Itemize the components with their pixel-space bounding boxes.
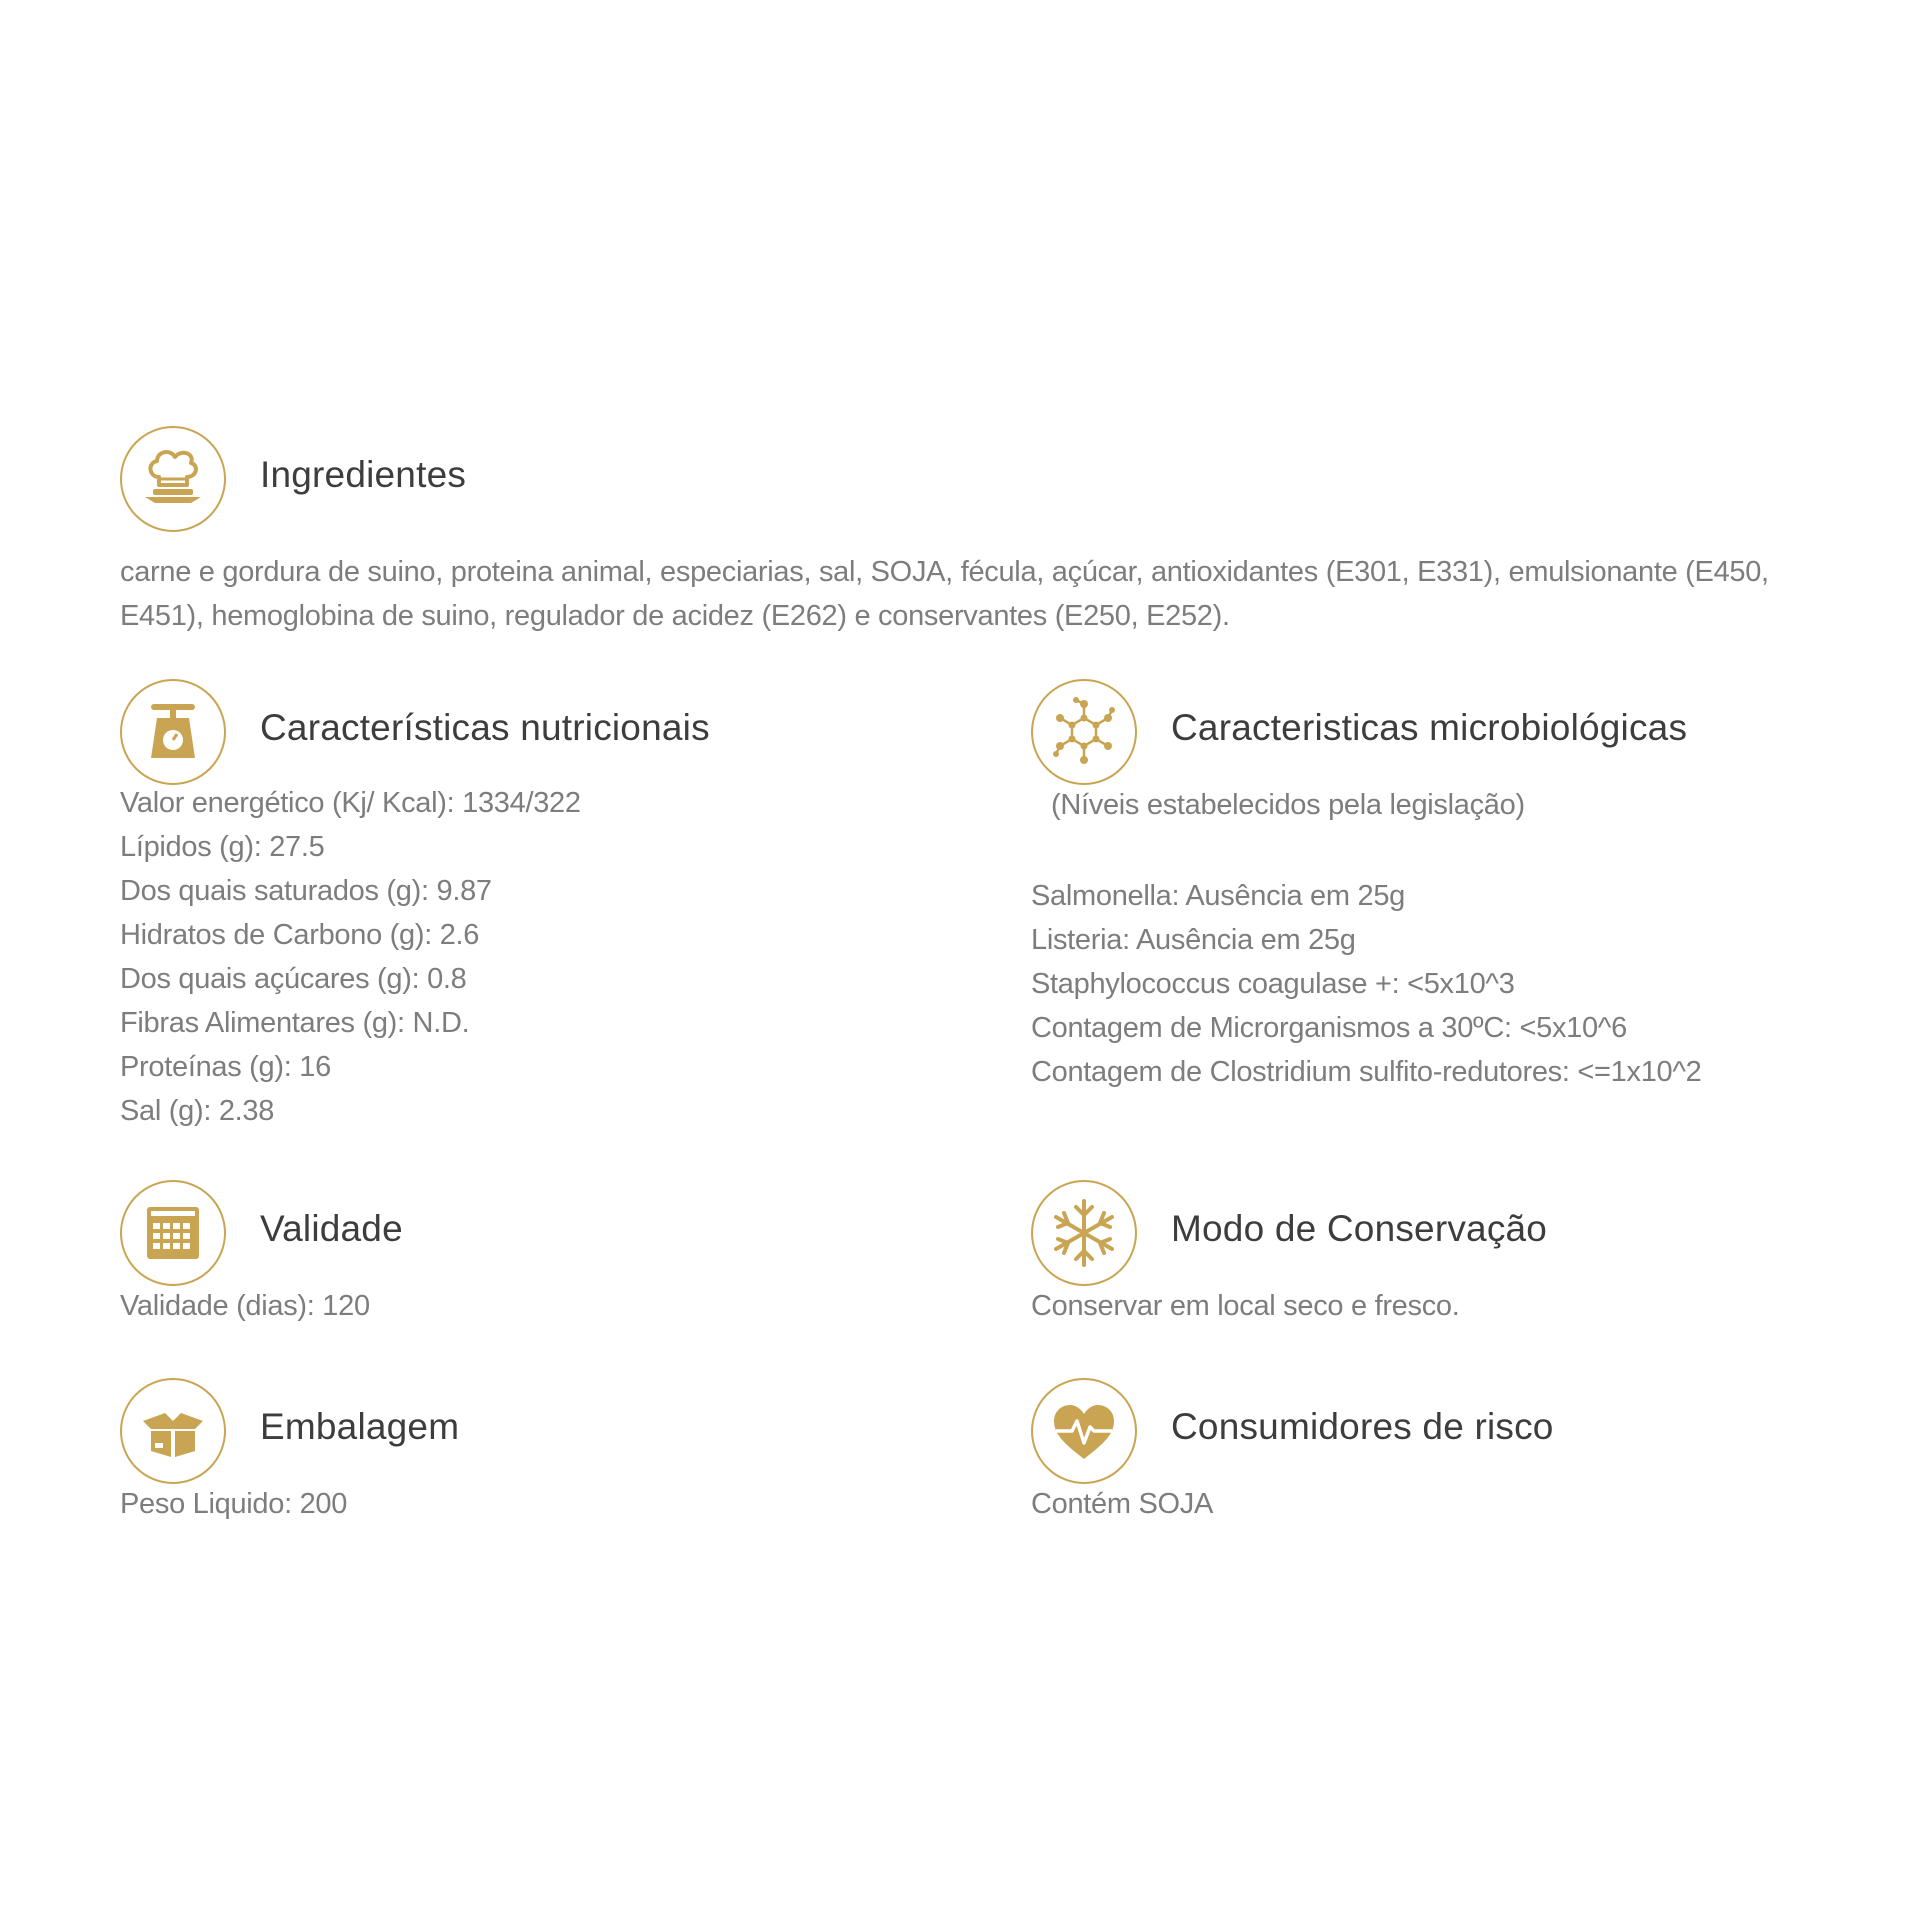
heartbeat-icon <box>1031 1378 1137 1484</box>
nutricionais-title: Características nutricionais <box>260 707 710 748</box>
nutricionais-section <box>120 679 710 1133</box>
nutricional-line: Dos quais saturados (g): 9.87 <box>120 875 492 907</box>
microbiologicas-section <box>1031 679 1702 1094</box>
nutricional-line: Proteínas (g): 16 <box>120 1051 331 1083</box>
microbiologica-line: Staphylococcus coagulase +: <5x10^3 <box>1031 968 1515 1000</box>
validade-section <box>120 1180 403 1328</box>
snowflake-icon <box>1031 1180 1137 1286</box>
calendar-icon <box>120 1180 226 1286</box>
microbiologicas-note: (Níveis estabelecidos pela legislação) <box>1051 789 1525 821</box>
ingredientes-title: Ingredientes <box>260 454 467 495</box>
microbiologicas-list <box>1031 783 1702 1094</box>
risco-text: Contém SOJA <box>1031 1488 1214 1520</box>
ingredientes-section <box>120 426 1860 638</box>
microbiologica-line: Salmonella: Ausência em 25g <box>1031 880 1405 912</box>
chef-hat-icon <box>120 426 226 532</box>
validade-title: Validade <box>260 1208 403 1249</box>
embalagem-text: Peso Liquido: 200 <box>120 1488 348 1520</box>
kitchen-scale-icon <box>120 679 226 785</box>
microbiologica-line: Contagem de Clostridium sulfito-redutores: <=1x10^2 <box>1031 1056 1702 1088</box>
conservacao-section <box>1031 1180 1548 1328</box>
embalagem-header <box>120 1378 460 1490</box>
microbiologica-line: Listeria: Ausência em 25g <box>1031 924 1356 956</box>
embalagem-section <box>120 1378 460 1526</box>
microbiologicas-title: Caracteristicas microbiológicas <box>1171 707 1688 748</box>
box-icon <box>120 1378 226 1484</box>
conservacao-header <box>1031 1180 1548 1292</box>
embalagem-title: Embalagem <box>260 1406 460 1447</box>
validade-text: Validade (dias): 120 <box>120 1290 370 1322</box>
nutricional-line: Dos quais açúcares (g): 0.8 <box>120 963 467 995</box>
nutricional-line: Hidratos de Carbono (g): 2.6 <box>120 919 480 951</box>
nutricional-line: Lípidos (g): 27.5 <box>120 831 325 863</box>
molecule-icon <box>1031 679 1137 785</box>
nutricionais-header <box>120 679 710 791</box>
ingredientes-header <box>120 426 1860 538</box>
nutricional-line: Valor energético (Kj/ Kcal): 1334/322 <box>120 787 581 819</box>
microbiologica-line: Contagem de Microrganismos a 30ºC: <5x10^6 <box>1031 1012 1627 1044</box>
risco-section <box>1031 1378 1554 1526</box>
validade-header <box>120 1180 403 1292</box>
nutricionais-list <box>120 781 581 1133</box>
risco-header <box>1031 1378 1554 1490</box>
ingredientes-text: carne e gordura de suino, proteina animal, especiarias, sal, SOJA, fécula, açúcar, antioxidantes (E301, E331), emulsionante (E450, E451), hemoglobina de suino, regulador de acidez (E262) e conservantes (E250, E252). <box>120 556 1769 632</box>
microbiologicas-header <box>1031 679 1702 791</box>
risco-title: Consumidores de risco <box>1171 1406 1554 1447</box>
conservacao-text: Conservar em local seco e fresco. <box>1031 1290 1460 1322</box>
nutricional-line: Fibras Alimentares (g): N.D. <box>120 1007 470 1039</box>
conservacao-title: Modo de Conservação <box>1171 1208 1548 1249</box>
nutricional-line: Sal (g): 2.38 <box>120 1095 275 1127</box>
